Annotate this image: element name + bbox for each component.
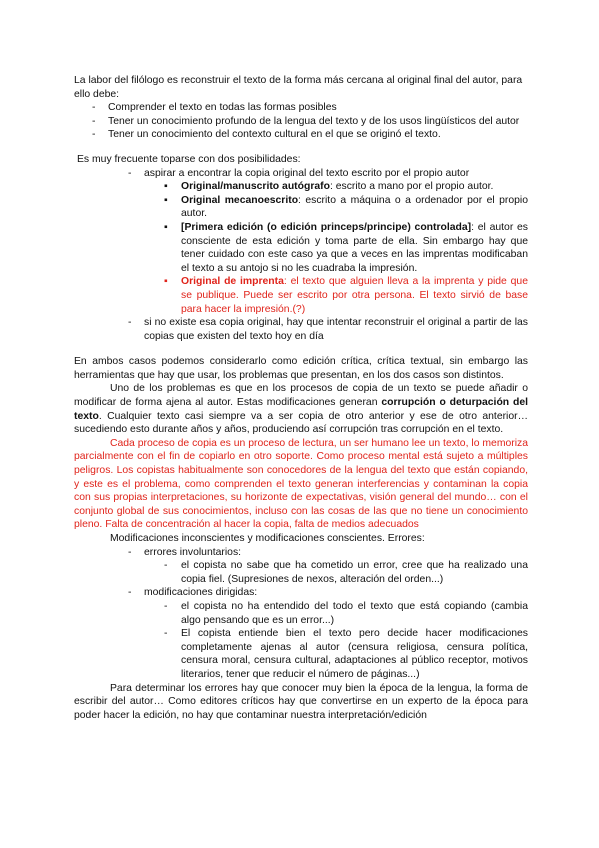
dash-marker: - <box>164 560 168 572</box>
dash-marker: - <box>128 546 132 558</box>
list-item: - Tener un conocimiento del contexto cultural en el que se originó el texto. <box>92 129 441 141</box>
dash-marker: - <box>92 102 96 114</box>
ambos-paragraph: En ambos casos podemos considerarlo como edición crítica, crítica textual, sin embargo las herramientas que hay que usar, los problemas que presentan, en los dos casos son distintos. <box>74 356 528 381</box>
list-item: - aspirar a encontrar la copia original del texto escrito por el propio autor <box>128 167 470 179</box>
list-item: - modificaciones dirigidas: <box>128 587 258 599</box>
list-item: - el copista no ha entendido del todo el texto que está copiando (cambia algo pensando que es un error...) <box>164 600 528 626</box>
posibilidades-paragraph: Es muy frecuente toparse con dos posibilidades: <box>77 153 301 165</box>
dash-marker: - <box>164 600 168 612</box>
square-bullet-icon: ▪ <box>164 221 168 233</box>
list-item: ▪ Original mecanoescrito: escrito a máquina o a ordenador por el propio autor. <box>164 194 528 220</box>
square-bullet-icon: ▪ <box>164 181 168 193</box>
dash-marker: - <box>92 115 96 127</box>
dash-marker: - <box>128 587 132 599</box>
modificaciones-title: Modificaciones inconscientes y modificaciones conscientes. Errores: <box>110 533 425 544</box>
document-page <box>74 74 528 722</box>
copia-paragraph: Cada proceso de copia es un proceso de lectura, un ser humano lee un texto, lo memoriza parcialmente con el fin de copiarlo en otro soporte. Como proceso mental está sujeto a múltiples peligros. Los copistas habitualmente son conocedores de la lengua del texto que están copiando, y este es el problema, como comprenden el texto generan interferencias y contaminan la copia con sus propias interpretaciones, su horizonte de expectativas, visión general del mundo… con el conjunto global de sus conocimientos, incluso con las cosas de las que no tiene un conocimiento pleno. Falta de concentración al hacer la copia, falta de medios adecuados <box>74 437 528 531</box>
list-item: - Comprender el texto en todas las formas posibles <box>92 102 337 114</box>
list-item: - el copista no sabe que ha cometido un error, cree que ha realizado una copia fiel. (Supresiones de nexos, alteración del orden...) <box>164 560 528 585</box>
dash-marker: - <box>128 317 132 329</box>
dash-marker: - <box>128 167 132 179</box>
list-item: ▪ Original/manuscrito autógrafo: escrito a mano por el propio autor. <box>164 181 494 193</box>
problemas-paragraph: Uno de los problemas es que en los procesos de copia de un texto se puede añadir o modificar de forma ajena al autor. Estas modificaciones generan corrupción o deturpación del texto. Cualquier texto casi siempre va a ser copia de otro anterior y ese de otro anterior… sucediendo esto durante años y años, produciendo así corrupción tras corrupción en el texto. <box>74 383 529 436</box>
square-bullet-icon: ▪ <box>164 194 168 206</box>
list-item: - si no existe esa copia original, hay que intentar reconstruir el original a partir de las copias que existen del texto hoy en día <box>128 317 528 342</box>
dash-marker: - <box>164 628 168 640</box>
square-bullet-icon: ▪ <box>164 276 168 288</box>
list-item: ▪ [Primera edición (o edición princeps/principe) controlada]: el autor es consciente de esta edición y toma parte de ella. Sin embargo hay que tener cuidado con este caso ya que a veces en las imprentas modificaban el texto a su antojo si no les cuadraba la impresión. <box>164 221 529 274</box>
final-paragraph: Para determinar los errores hay que conocer muy bien la época de la lengua, la forma de escribir del autor… Como editores críticos hay que convertirse en un experto de la época para poder hacer la edición, no hay que contaminar nuestra interpretación/edición <box>74 682 528 721</box>
list-item: - Tener un conocimiento profundo de la lengua del texto y de los usos lingüísticos del autor <box>92 115 520 127</box>
intro-paragraph: La labor del filólogo es reconstruir el texto de la forma más cercana al original final del autor, para ello debe: <box>74 75 523 100</box>
list-item: - El copista entiende bien el texto pero decide hacer modificaciones completamente ajenas al autor (censura religiosa, censura política, censura moral, censura cultural, adaptaciones al público receptor, motivos literarios, tener que reducir el número de páginas...) <box>164 628 528 680</box>
list-item: - errores involuntarios: <box>128 546 242 558</box>
dash-marker: - <box>92 129 96 141</box>
list-item: ▪ Original de imprenta: el texto que alguien lleva a la imprenta y pide que se publique. Puede ser escrito por otra persona. El texto sirvió de base para hacer la impresión.(?) <box>164 276 528 315</box>
